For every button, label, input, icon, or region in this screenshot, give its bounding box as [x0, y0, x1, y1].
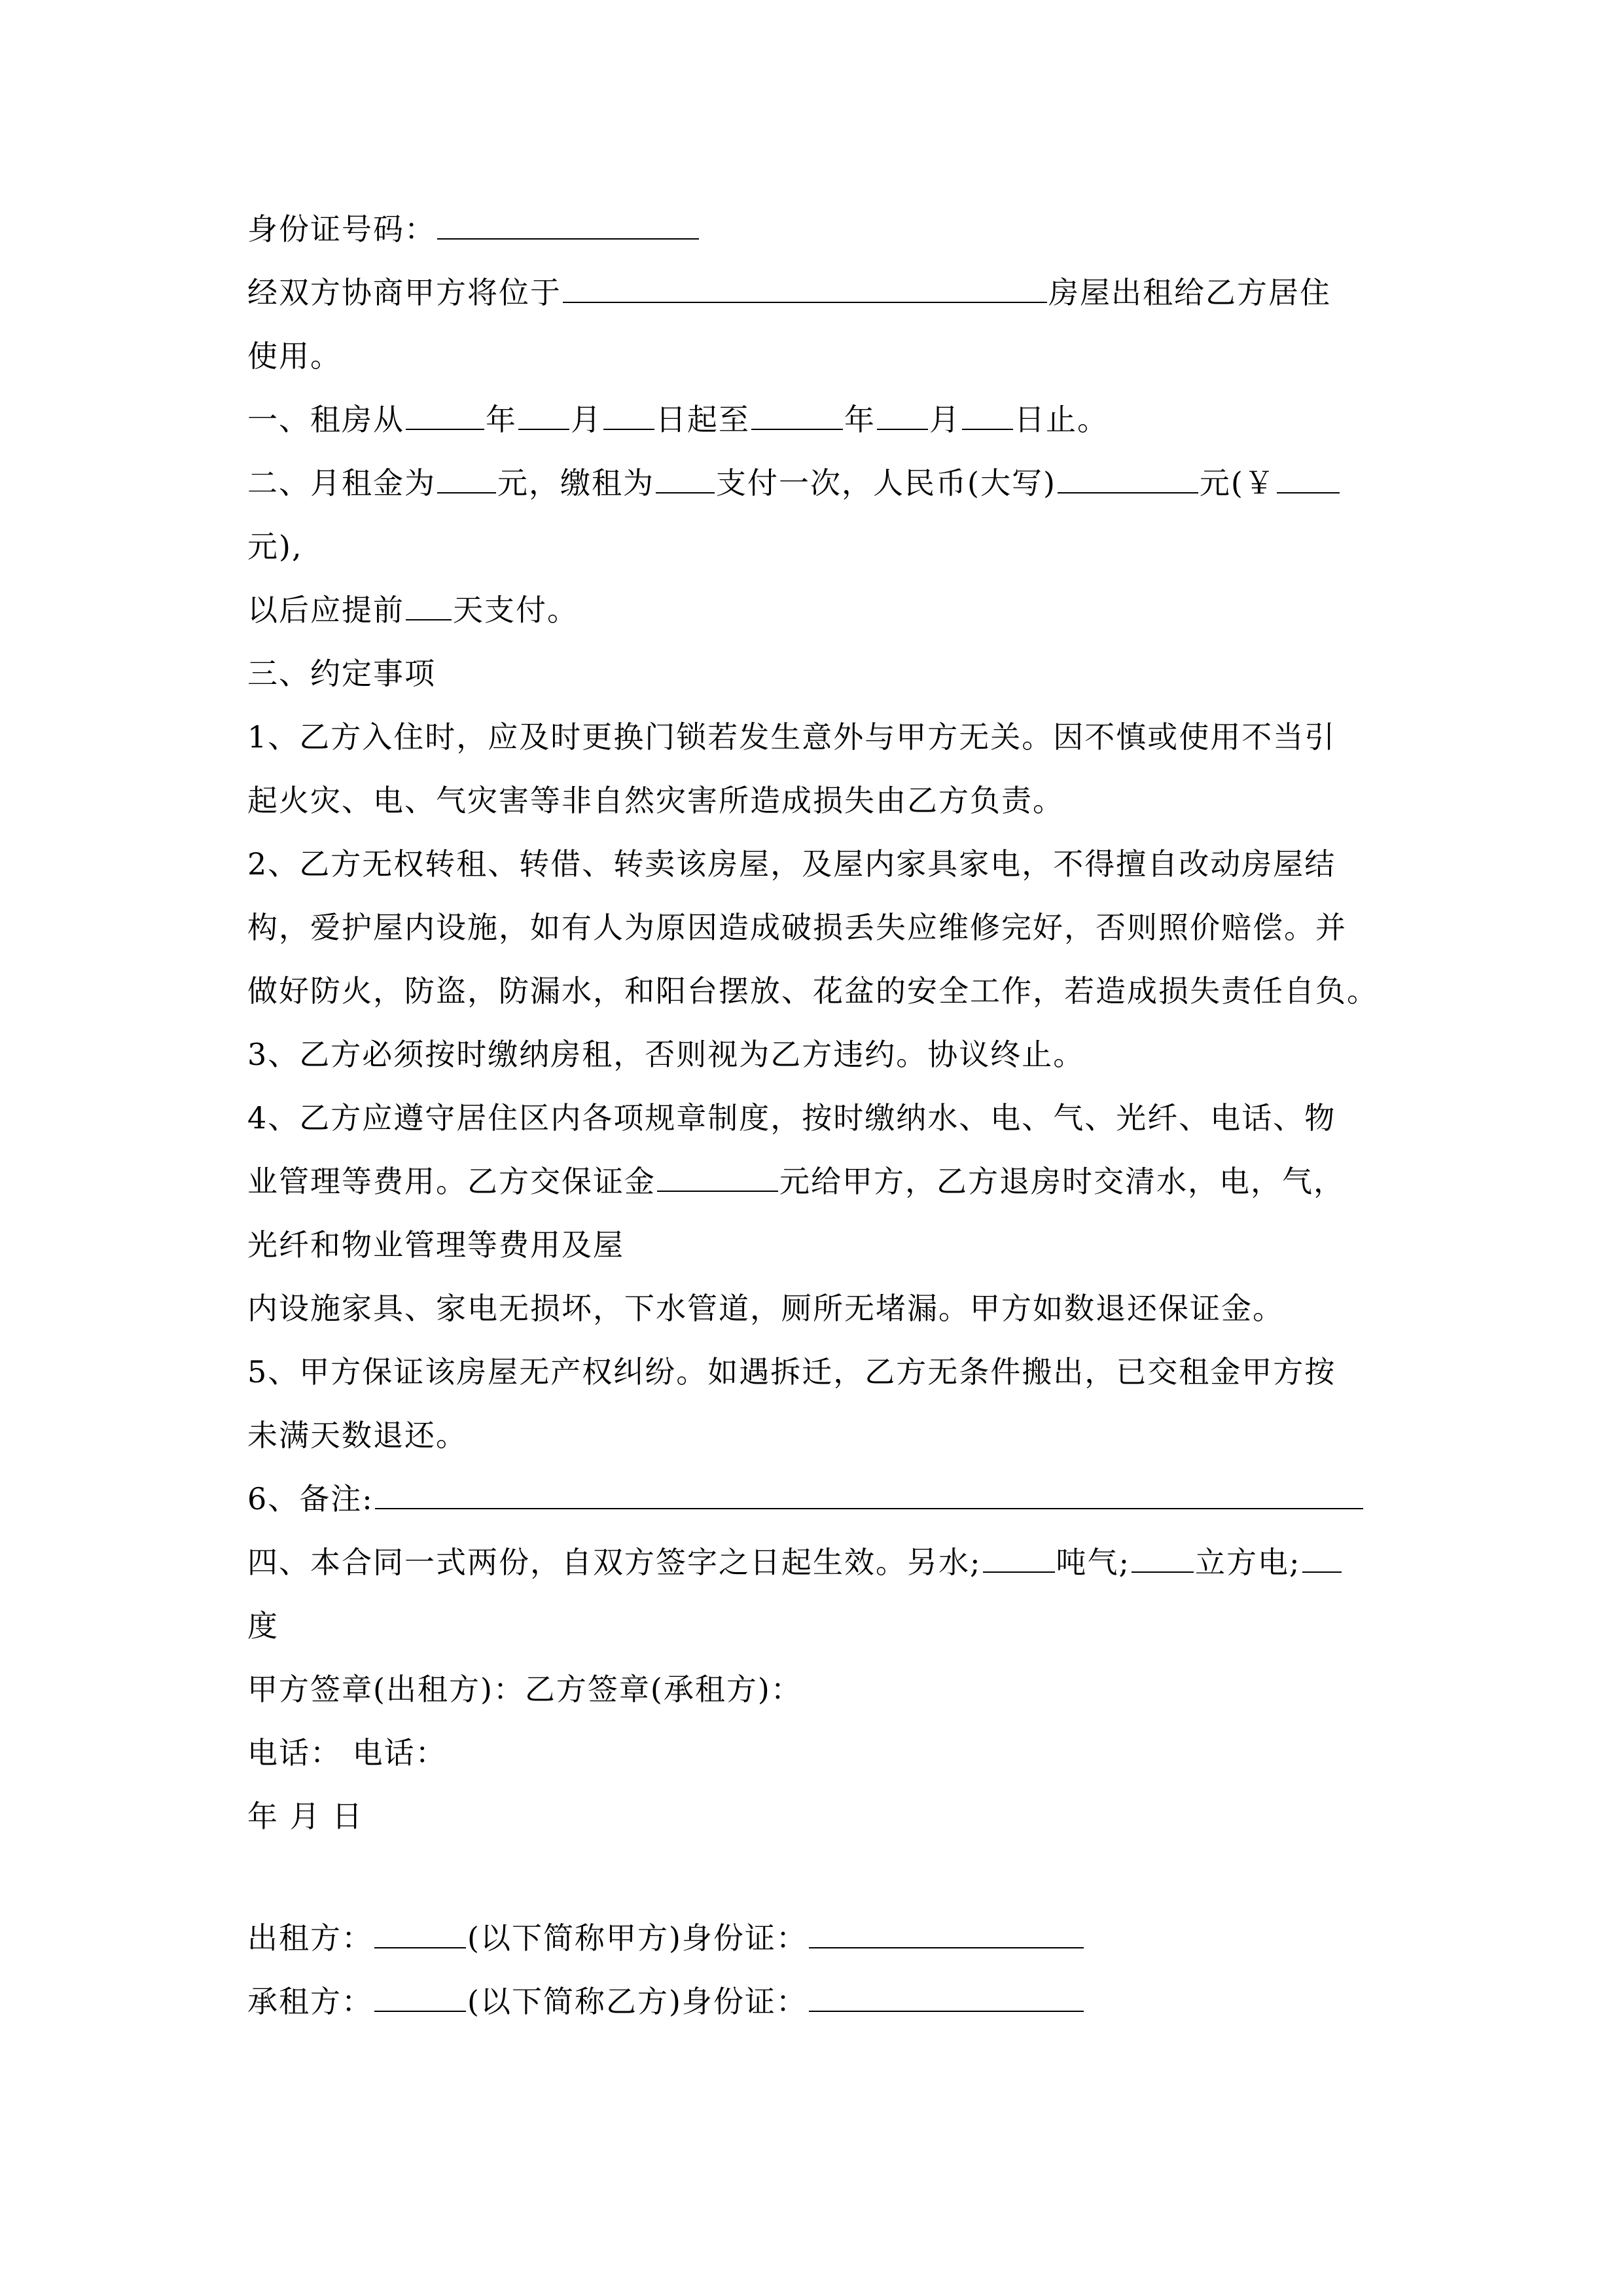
id-number-blank [437, 215, 699, 240]
item-1-line-1 [247, 708, 1336, 766]
term-text-7: 日止。 [1014, 402, 1109, 437]
lessor-name-blank [374, 1924, 466, 1948]
rent-text-3: 支付一次，人民币(大写) [716, 465, 1056, 501]
item-4-text-5: 内设施家具、家电无损坏，下水管道，厕所无堵漏。甲方如数退还保证金。 [247, 1291, 1284, 1326]
item-1-text-1: 1、乙方入住时，应及时更换门锁若发生意外与甲方无关。因不慎或使用不当引 [247, 719, 1336, 755]
phones-text: 电话： 电话： [247, 1735, 447, 1770]
item-5-text-2: 未满天数退还。 [247, 1418, 467, 1453]
term-blank-day-end [962, 405, 1013, 430]
location-line [247, 263, 1331, 322]
remarks-blank [375, 1484, 1363, 1509]
lessee-id-blank [809, 1987, 1084, 2012]
section-3-text: 三、约定事项 [247, 656, 436, 691]
rent-text-4: 元(￥ [1199, 465, 1275, 501]
section-4-line-2 [247, 1596, 279, 1655]
lessor-line [247, 1909, 1085, 1967]
term-text-2: 年 [486, 402, 517, 437]
rent-blank-period [656, 469, 715, 493]
term-text-1: 一、租房从 [247, 402, 404, 437]
signatures-text: 甲方签章(出租方)：乙方签章(承租方)： [247, 1672, 802, 1707]
location-blank [563, 278, 1047, 303]
date-text: 年 月 日 [247, 1799, 364, 1834]
lessee-line [247, 1972, 1085, 2031]
location-text-1: 经双方协商甲方将位于 [247, 275, 562, 310]
item-5-text-1: 5、甲方保证该房屋无产权纠纷。如遇拆迁，乙方无条件搬出，已交租金甲方按 [247, 1354, 1336, 1390]
item-4-line-1 [247, 1088, 1336, 1147]
gas-blank [1132, 1548, 1194, 1573]
lessor-id-blank [809, 1924, 1084, 1948]
term-line [247, 390, 1109, 449]
location-line-2 [247, 327, 342, 386]
item-4-text-2: 业管理等费用。乙方交保证金 [247, 1164, 656, 1199]
rent-text-1: 二、月租金为 [247, 465, 436, 501]
lessor-label: 出租方： [247, 1920, 373, 1956]
rent-text-5: 元), [247, 529, 303, 564]
section-4-line-1 [247, 1533, 1343, 1592]
item-4-line-3 [247, 1215, 624, 1274]
term-blank-day-start [603, 405, 654, 430]
item-2-line-3 [247, 961, 1378, 1020]
deposit-blank [657, 1167, 778, 1192]
term-text-5: 年 [844, 402, 876, 437]
item-5-line-1 [247, 1342, 1336, 1401]
section-4-text-1: 四、本合同一式两份，自双方签字之日起生效。另水; [247, 1545, 982, 1580]
section-4-text-4: 度 [247, 1608, 279, 1643]
item-2-text-1: 2、乙方无权转租、转借、转卖该房屋，及屋内家具家电，不得擅自改动房屋结 [247, 846, 1336, 882]
water-blank [983, 1548, 1055, 1573]
item-4-line-2 [247, 1152, 1345, 1211]
lessee-name-blank [374, 1987, 466, 2012]
lessee-label: 承租方： [247, 1984, 373, 2019]
item-3-text: 3、乙方必须按时缴纳房租，否则视为乙方违约。协议终止。 [247, 1037, 1085, 1072]
item-4-text-4: 光纤和物业管理等费用及屋 [247, 1227, 624, 1263]
lessor-id-label: (以下简称甲方)身份证： [467, 1920, 808, 1956]
item-2-text-3: 做好防火，防盗，防漏水，和阳台摆放、花盆的安全工作，若造成损失责任自负。 [247, 973, 1378, 1009]
rent-blank-yuan [1277, 469, 1340, 493]
rent-text-2: 元，缴租为 [497, 465, 654, 501]
lessee-id-label: (以下简称乙方)身份证： [467, 1984, 808, 2019]
item-4-text-1: 4、乙方应遵守居住区内各项规章制度，按时缴纳水、电、气、光纤、电话、物 [247, 1100, 1336, 1136]
id-number-label: 身份证号码： [247, 211, 436, 247]
item-1-text-2: 起火灾、电、气灾害等非自然灾害所造成损失由乙方负责。 [247, 783, 1064, 818]
phones-line [247, 1723, 447, 1782]
electricity-blank [1302, 1548, 1342, 1573]
rent-text-7: 天支付。 [453, 592, 579, 628]
item-1-line-2 [247, 771, 1064, 830]
term-text-4: 日起至 [656, 402, 750, 437]
item-4-text-3: 元给甲方，乙方退房时交清水，电，气， [779, 1164, 1345, 1199]
term-text-6: 月 [929, 402, 961, 437]
id-number-line [247, 200, 700, 259]
term-text-3: 月 [571, 402, 602, 437]
remarks-label: 6、备注: [247, 1481, 374, 1516]
term-blank-month-start [518, 405, 569, 430]
signatures-line [247, 1660, 802, 1719]
rent-line-2 [247, 517, 303, 576]
section-4-text-2: 吨气; [1056, 1545, 1130, 1580]
term-blank-year-end [751, 405, 843, 430]
rent-line-3 [247, 581, 579, 639]
rent-text-6: 以后应提前 [247, 592, 404, 628]
item-3-line [247, 1025, 1084, 1084]
rent-line [247, 454, 1341, 512]
term-blank-year-start [406, 405, 484, 430]
item-2-line-1 [247, 834, 1336, 893]
item-2-line-2 [247, 898, 1347, 957]
section-3-heading [247, 644, 436, 703]
rent-blank-days [406, 596, 452, 620]
term-blank-month-end [877, 405, 928, 430]
item-2-text-2: 构，爱护屋内设施，如有人为原因造成破损丢失应维修完好，否则照价赔偿。并 [247, 910, 1347, 945]
date-line [247, 1787, 363, 1846]
rent-blank-words [1058, 469, 1198, 493]
item-5-line-2 [247, 1406, 467, 1465]
item-6-line [247, 1469, 1364, 1528]
item-4-line-4 [247, 1279, 1284, 1338]
location-text-3: 使用。 [247, 338, 342, 374]
rent-blank-amount [437, 469, 496, 493]
location-text-2: 房屋出租给乙方居住 [1048, 275, 1331, 310]
section-4-text-3: 立方电; [1195, 1545, 1301, 1580]
